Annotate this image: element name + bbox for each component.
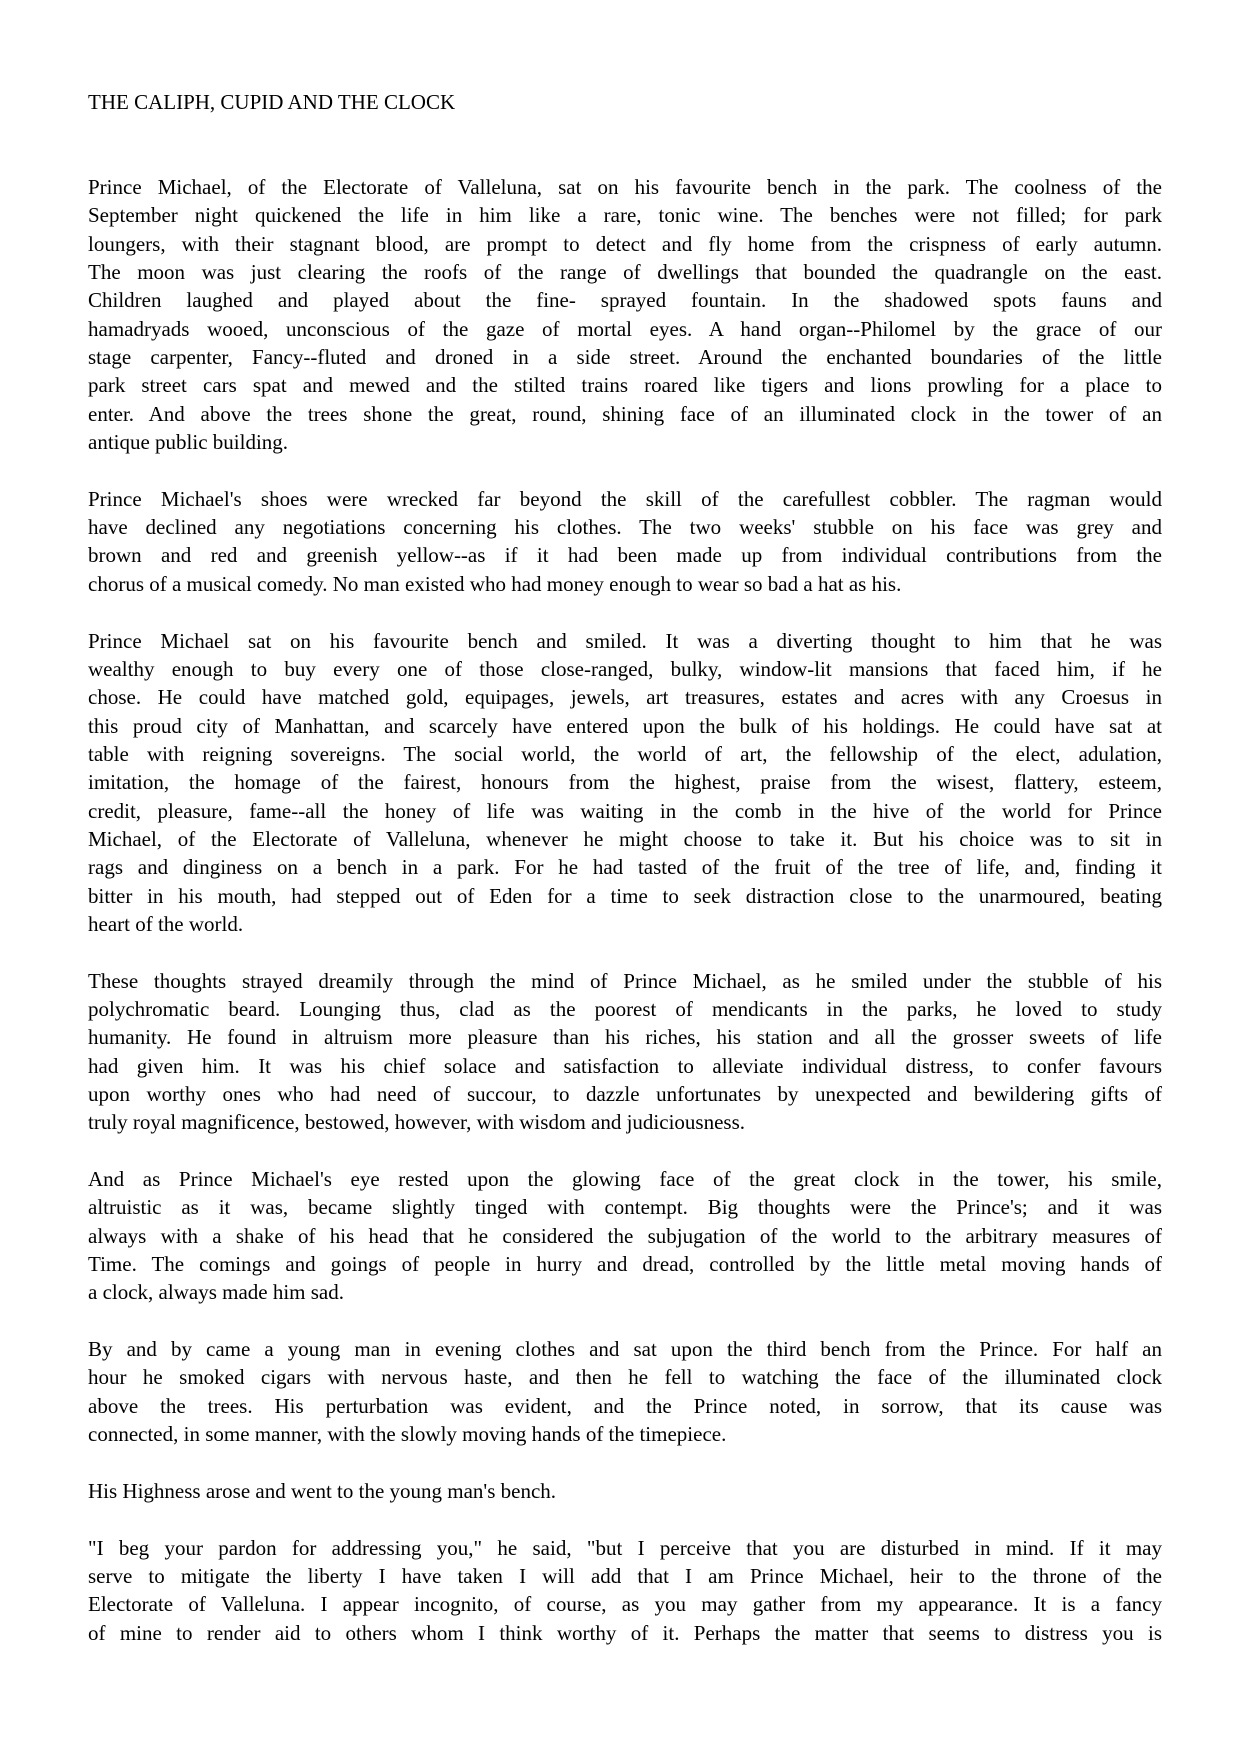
paragraph [88, 627, 1162, 939]
text-line: hamadryads wooed, unconscious of the gaze of mortal eyes. A hand organ--Philomel by the grace of our [88, 316, 1162, 341]
document-body [88, 173, 1162, 1675]
text-line: of mine to render aid to others whom I think worthy of it. Perhaps the matter that seems to distress you is [88, 1620, 1162, 1645]
text-line: altruistic as it was, became slightly tinged with contempt. Big thoughts were the Prince's; and it was [88, 1195, 1162, 1220]
text-line: September night quickened the life in him like a rare, tonic wine. The benches were not filled; for park [88, 203, 1162, 228]
text-line: stage carpenter, Fancy--fluted and droned in a side street. Around the enchanted boundaries of the little [88, 345, 1162, 370]
text-line: serve to mitigate the liberty I have taken I will add that I am Prince Michael, heir to the throne of the [88, 1563, 1162, 1588]
text-line: enter. And above the trees shone the great, round, shining face of an illuminated clock in the tower of an [88, 401, 1162, 426]
text-line: bitter in his mouth, had stepped out of Eden for a time to seek distraction close to the unarmoured, beating [88, 883, 1162, 908]
text-line: Michael, of the Electorate of Valleluna, whenever he might choose to take it. But his choice was to sit in [88, 826, 1162, 851]
text-line: brown and red and greenish yellow--as if it had been made up from individual contributions from the [88, 543, 1162, 568]
text-line: table with reigning sovereigns. The social world, the world of art, the fellowship of the elect, adulation, [88, 741, 1162, 766]
text-line: Prince Michael sat on his favourite bench and smiled. It was a diverting thought to him that he was [88, 628, 1162, 653]
text-line: a clock, always made him sad. [88, 1280, 344, 1305]
text-line: The moon was just clearing the roofs of the range of dwellings that bounded the quadrangle on the east. [88, 260, 1162, 285]
text-line: humanity. He found in altruism more pleasure than his riches, his station and all the grosser sweets of life [88, 1025, 1162, 1050]
text-line: antique public building. [88, 430, 289, 455]
text-line: imitation, the homage of the fairest, honours from the highest, praise from the wisest, flattery, esteem, [88, 770, 1162, 795]
text-line: credit, pleasure, fame--all the honey of life was waiting in the comb in the hive of the world for Prince [88, 798, 1162, 823]
text-line: Electorate of Valleluna. I appear incognito, of course, as you may gather from my appearance. It is a fancy [88, 1592, 1162, 1617]
paragraph [88, 1534, 1162, 1647]
paragraph [88, 1165, 1162, 1307]
text-line: heart of the world. [88, 911, 244, 936]
paragraph [88, 173, 1162, 456]
text-line: park street cars spat and mewed and the stilted trains roared like tigers and lions prowling for a place to [88, 373, 1162, 398]
text-line: rags and dinginess on a bench in a park. For he had tasted of the fruit of the tree of life, and, finding it [88, 855, 1162, 880]
text-line: Time. The comings and goings of people in hurry and dread, controlled by the little metal moving hands of [88, 1252, 1162, 1277]
paragraph [88, 485, 1162, 598]
text-line: loungers, with their stagnant blood, are prompt to detect and fly home from the crispness of early autumn. [88, 231, 1162, 256]
text-line: Prince Michael's shoes were wrecked far beyond the skill of the carefullest cobbler. The ragman would [88, 486, 1162, 511]
paragraph [88, 967, 1162, 1137]
text-line: hour he smoked cigars with nervous haste, and then he fell to watching the face of the illuminated clock [88, 1365, 1162, 1390]
document-title: THE CALIPH, CUPID AND THE CLOCK [88, 90, 456, 114]
text-line: His Highness arose and went to the young man's bench. [88, 1478, 557, 1503]
paragraph [88, 1477, 1162, 1505]
text-line: have declined any negotiations concerning his clothes. The two weeks' stubble on his face was grey and [88, 515, 1162, 540]
text-line: always with a shake of his head that he considered the subjugation of the world to the arbitrary measures of [88, 1223, 1162, 1248]
text-line: These thoughts strayed dreamily through the mind of Prince Michael, as he smiled under the stubble of his [88, 968, 1162, 993]
text-line: above the trees. His perturbation was evident, and the Prince noted, in sorrow, that its cause was [88, 1393, 1162, 1418]
text-line: "I beg your pardon for addressing you," he said, "but I perceive that you are disturbed in mind. If it may [88, 1535, 1162, 1560]
text-line: wealthy enough to buy every one of those close-ranged, bulky, window-lit mansions that faced him, if he [88, 656, 1162, 681]
text-line: had given him. It was his chief solace and satisfaction to alleviate individual distress, to confer favours [88, 1053, 1162, 1078]
text-line: chorus of a musical comedy. No man existed who had money enough to wear so bad a hat as his. [88, 571, 902, 596]
text-line: chose. He could have matched gold, equipages, jewels, art treasures, estates and acres with any Croesus in [88, 685, 1162, 710]
text-line: polychromatic beard. Lounging thus, clad as the poorest of mendicants in the parks, he loved to study [88, 996, 1162, 1021]
paragraph [88, 1335, 1162, 1448]
text-line: upon worthy ones who had need of succour, to dazzle unfortunates by unexpected and bewildering gifts of [88, 1082, 1162, 1106]
text-line: truly royal magnificence, bestowed, however, with wisdom and judiciousness. [88, 1110, 746, 1135]
text-line: Children laughed and played about the fine- sprayed fountain. In the shadowed spots fauns and [88, 288, 1162, 313]
text-line: And as Prince Michael's eye rested upon the glowing face of the great clock in the tower, his smile, [88, 1167, 1162, 1192]
text-line: this proud city of Manhattan, and scarcely have entered upon the bulk of his holdings. He could have sat at [88, 713, 1162, 738]
text-line: Prince Michael, of the Electorate of Valleluna, sat on his favourite bench in the park. The coolness of the [88, 175, 1162, 199]
text-line: connected, in some manner, with the slowly moving hands of the timepiece. [88, 1422, 727, 1447]
text-line: By and by came a young man in evening clothes and sat upon the third bench from the Prince. For half an [88, 1337, 1162, 1362]
